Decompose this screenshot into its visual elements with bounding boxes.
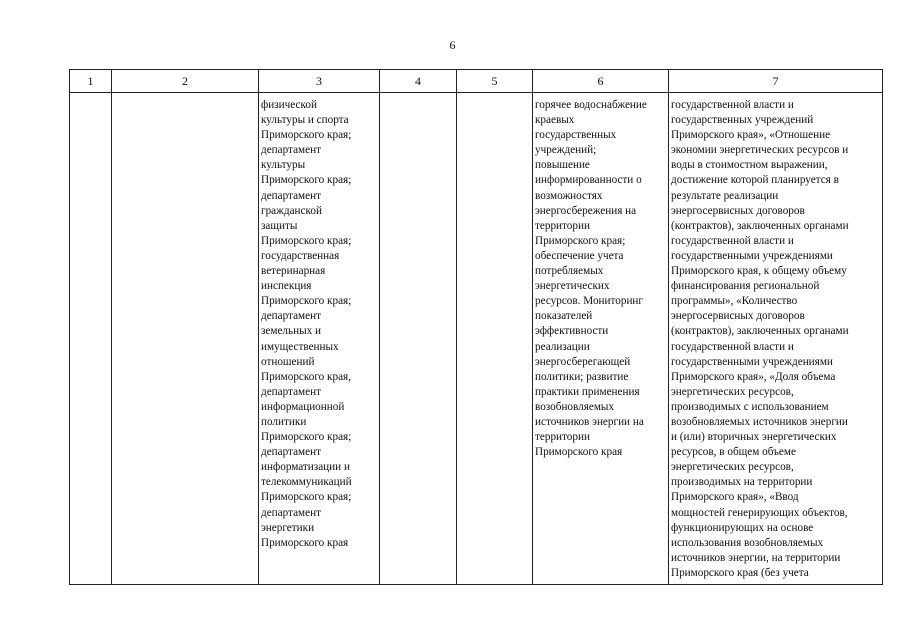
cell-col-5 <box>457 93 533 585</box>
cell-col-4 <box>380 93 457 585</box>
cell-col-2 <box>112 93 259 585</box>
column-header-1: 1 <box>70 70 112 93</box>
page-number: 6 <box>449 38 456 52</box>
cell-activities: горячее водоснабжение краевых государственных учреждений; повышение информированности о возможностях энергосбережения на территории Приморского края; обеспечение учета потребляемых энергетических ресурсов. Мониторинг показателей эффективности реализации энергосберегающей политики; развитие практики применения возобновляемых источников энергии на территории Приморского края <box>533 93 669 585</box>
column-header-4: 4 <box>380 70 457 93</box>
cell-responsible-executors: физической культуры и спорта Приморского края; департамент культуры Приморского края; департамент гражданской защиты Приморского края; государственная ветеринарная инспекция Приморского края; департамент земельных и имущественных отношений Приморского края, департамент информационной политики Приморского края; департамент информатизации и телекоммуникаций Приморского края; департамент энергетики Приморского края <box>259 93 380 585</box>
cell-indicators: государственной власти и государственных учреждений Приморского края», «Отношение экономии энергетических ресурсов и воды в стоимостном выражении, достижение которой планируется в результате реализации энергосервисных договоров (контрактов), заключенных органами государственной власти и государственными учреждениями Приморского края, к общему объему финансирования региональной программы», «Количество энергосервисных договоров (контрактов), заключенных органами государственной власти и государственными учреждениями Приморского края», «Доля объема энергетических ресурсов, производимых с использованием возобновляемых источников энергии и (или) вторичных энергетических ресурсов, в общем объеме энергетических ресурсов, производимых на территории Приморского края», «Ввод мощностей генерирующих объектов, функционирующих на основе использования возобновляемых источников энергии, на территории Приморского края (без учета <box>669 93 883 585</box>
column-header-7: 7 <box>669 70 883 93</box>
table-row <box>70 93 883 585</box>
column-header-6: 6 <box>533 70 669 93</box>
column-header-2: 2 <box>112 70 259 93</box>
cell-col-1 <box>70 93 112 585</box>
column-header-5: 5 <box>457 70 533 93</box>
column-header-3: 3 <box>259 70 380 93</box>
table-header-row <box>70 70 883 93</box>
document-table <box>69 69 883 585</box>
